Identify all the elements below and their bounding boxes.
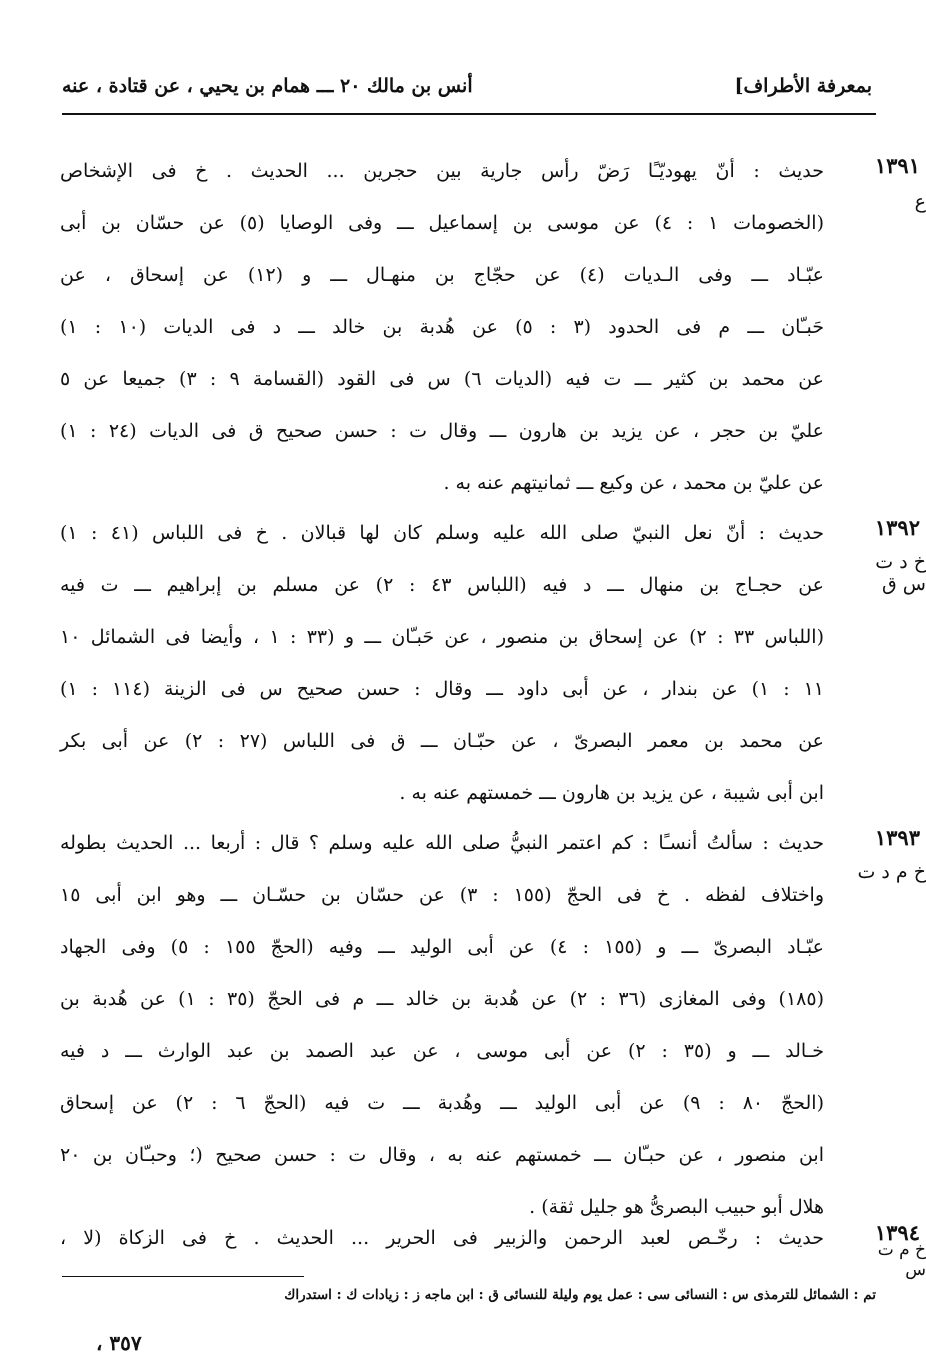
text-line: حديث : رخّـص لعبد الرحمن والزبير فى الحرير ... الحديث . خ فى الزكاة (لا ، <box>60 1227 824 1249</box>
text-line: عليّ بن حجر ، عن يزيد بن هارون ـــ وقال ت : حسن صحيح ق فى الديات (٢٤ : ١) <box>60 420 824 442</box>
text-line: حديث : أنّ يهوديّـًا رَضّ رأس جارية بين حجرين ... الحديث . خ فى الإشخاص <box>60 160 824 182</box>
text-line: ابن أبى شيبة ، عن يزيد بن هارون ـــ خمستهم عنه به . <box>399 782 824 804</box>
text-line: حديث : أنّ نعل النبيّ صلى الله عليه وسلم كان لها قبالان . خ فى اللباس (٤١ : ١) <box>60 522 824 544</box>
text-line: (اللباس ٣٣ : ٢) عن إسحاق بن منصور ، عن حَبـّان ـــ و (٣٣ : ١ ، وأيضا فى الشمائل ١٠ <box>60 626 824 648</box>
entry-sigla: ع <box>914 191 926 213</box>
entry-text <box>60 515 824 827</box>
entry-text <box>60 825 824 1241</box>
entry-sigla: خ م د ت <box>857 861 926 883</box>
entry-number: ١٣٩١ <box>874 153 920 178</box>
entry-text <box>60 153 824 517</box>
text-line: هلال أبو حبيب البصرىُّ هو جليل ثقة) . <box>529 1196 824 1218</box>
text-line: عن محمد بن كثير ـــ ت فيه (الديات ٦) س فى القود (القسامة ٩ : ٣) جميعا عن ٥ <box>60 368 825 390</box>
text-line: عن عليّ بن محمد ، عن وكيع ـــ ثمانيتهم عنه به . <box>443 472 824 494</box>
text-line: حديث : سألتُ أنسـًا : كم اعتمر النبيُّ صلى الله عليه وسلم ؟ قال : أربعا ... الحديث بطوله <box>60 832 824 854</box>
text-line: (١٨٥) وفى المغازى (٣٦ : ٢) عن هُدبة بن خالد ـــ م فى الحجّ (٣٥ : ١) عن هُدبة بن <box>60 988 824 1010</box>
running-header <box>62 68 872 104</box>
text-line: عن حجـاج بن منهال ـــ د فيه (اللباس ٤٣ : ٢) عن مسلم بن إبراهيم ـــ ت فيه <box>60 574 824 596</box>
text-line: ابن منصور ، عن حبـّان ـــ خمستهم عنه به ، وقال ت : حسن صحيح (؛ وحبـّان بن ٢٠ <box>60 1144 824 1166</box>
header-center: أنس بن مالك ٢٠ ـــ همام بن يحيي ، عن قتادة ، عنه <box>62 75 473 97</box>
header-right: بمعرفة الأطراف] <box>734 75 872 97</box>
text-line: (الخصومات ١ : ٤) عن موسى بن إسماعيل ـــ وفى الوصايا (٥) عن حسّان بن أبى <box>60 212 825 234</box>
text-line: حَبـّان ـــ م فى الحدود (٣ : ٥) عن هُدبة بن خالد ـــ د فى الديات (١٠ : ١) <box>60 316 824 338</box>
entry-number: ١٣٩٣ <box>874 825 920 850</box>
text-line: واختلاف لفظه . خ فى الحجّ (١٥٥ : ٣) عن حسّان بن حسّـان ـــ وهو ابن أبى ١٥ <box>60 884 825 906</box>
entry-text <box>60 1220 824 1260</box>
entry-number: ١٣٩٤ <box>874 1220 920 1245</box>
page-number: ٣٥٧ ، <box>96 1331 142 1355</box>
text-line: ١١ : ١) عن بندار ، عن أبى داود ـــ وقال : حسن صحيح س فى الزينة (١١٤ : ١) <box>60 678 824 700</box>
header-rule <box>62 113 876 115</box>
sigla-key: تم : الشمائل للترمذى س : النسائى سى : عمل يوم وليلة للنسائى ق : ابن ماجه ز : زيادات ك : استدراك <box>284 1287 876 1303</box>
text-line: (الحجّ ٨٠ : ٩) عن أبى الوليد ـــ وهُدبة ـــ ت فيه (الحجّ ٦ : ٢) عن إسحاق <box>60 1092 824 1114</box>
footnote-rule <box>62 1276 304 1277</box>
text-line: عن محمد بن معمر البصرىّ ، عن حبّـان ـــ ق فى اللباس (٢٧ : ٢) عن أبى بكر <box>60 730 825 752</box>
entry-sigla: خ م ت س <box>877 1240 926 1280</box>
text-line: خـالد ـــ و (٣٥ : ٢) عن أبى موسى ، عن عبد الصمد بن عبد الوارث ـــ د فيه <box>60 1040 824 1062</box>
text-line: عبّـاد ـــ وفى الـديات (٤) عن حجّاج بن منهـال ـــ و (١٢) عن إسحاق ، عن <box>60 264 824 286</box>
text-line: عبّـاد البصرىّ ـــ و (١٥٥ : ٤) عن أبى الوليد ـــ وفيه (الحجّ ١٥٥ : ٥) وفى الجهاد <box>60 936 824 958</box>
entry-sigla: خ د ت س ق <box>875 551 926 595</box>
entry-number: ١٣٩٢ <box>874 515 920 540</box>
